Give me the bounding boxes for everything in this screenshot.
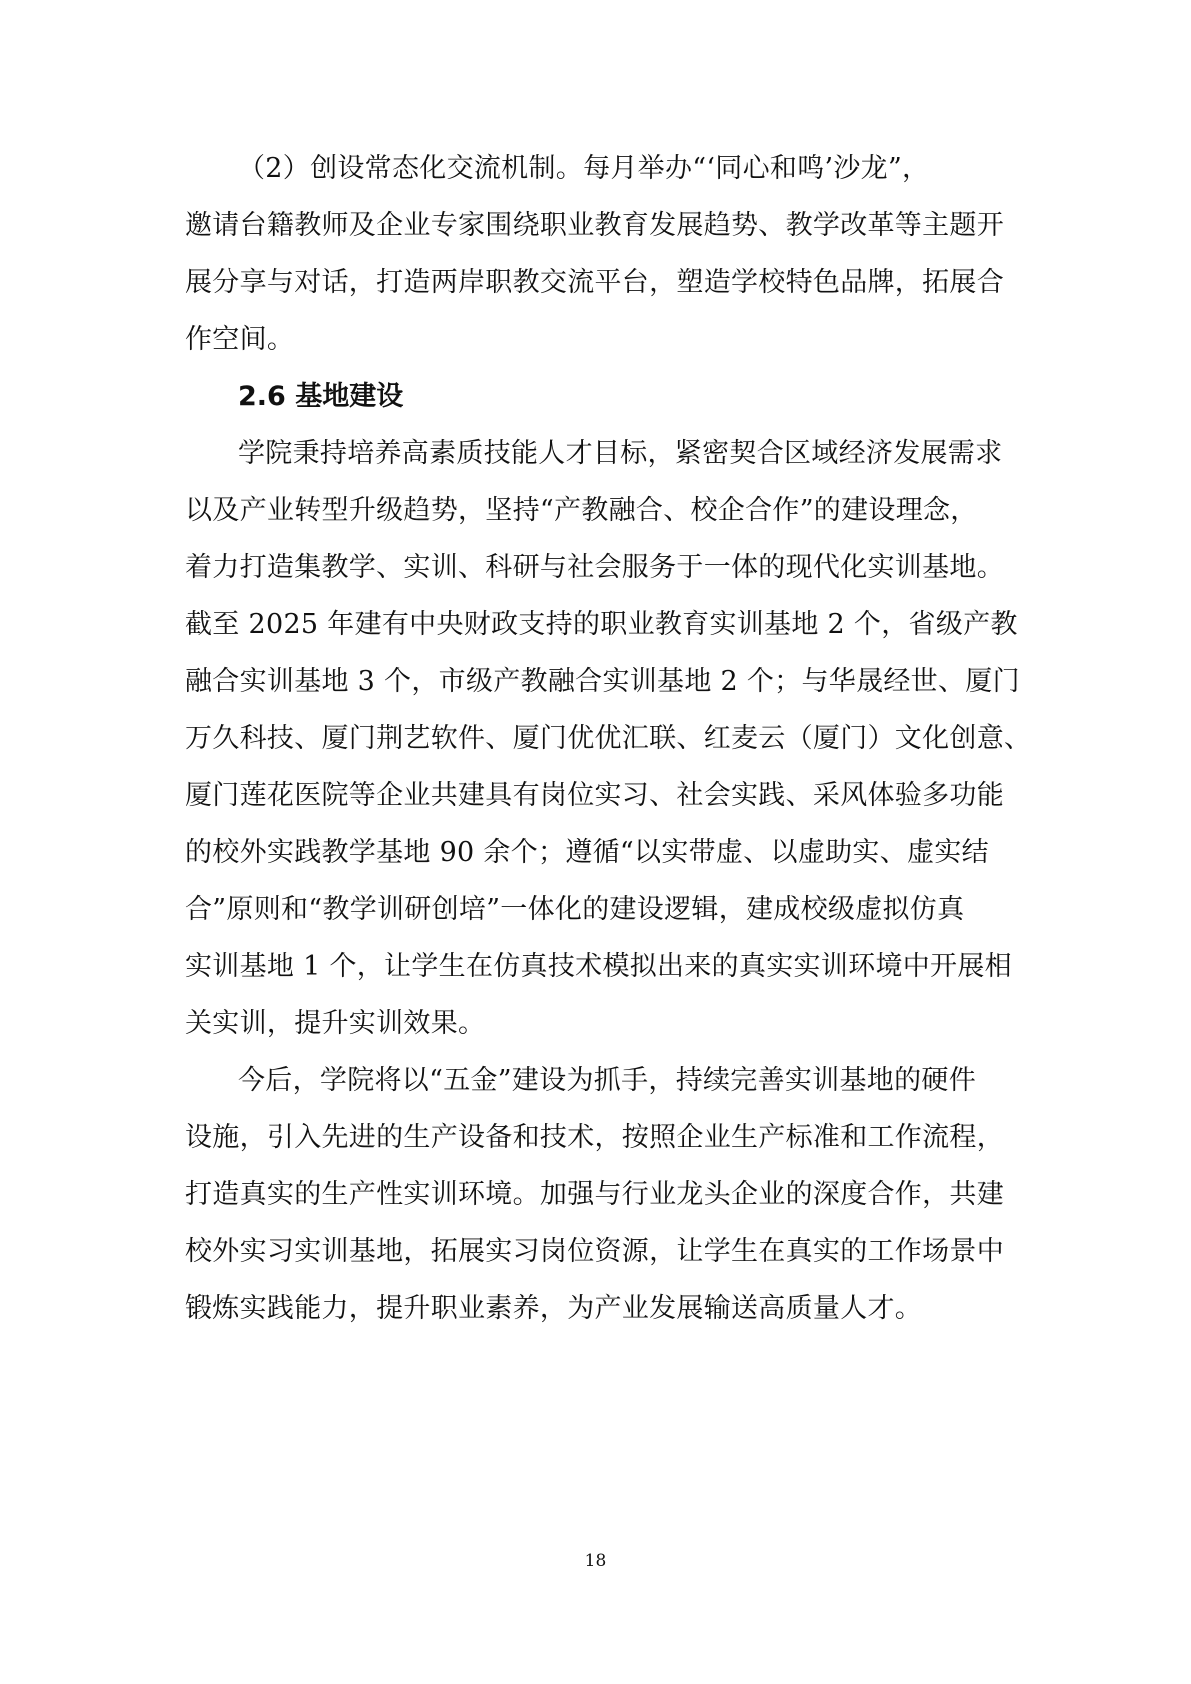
paragraph-line: 设施，引入先进的生产设备和技术，按照企业生产标准和工作流程， xyxy=(185,1122,1004,1153)
paragraph-line: （2）创设常态化交流机制。每月举办“‘同心和鸣’沙龙”， xyxy=(238,153,930,184)
paragraph-line: 校外实习实训基地，拓展实习岗位资源，让学生在真实的工作场景中 xyxy=(185,1236,1004,1267)
paragraph-line: 作空间。 xyxy=(185,324,295,355)
paragraph-line: 展分享与对话，打造两岸职教交流平台，塑造学校特色品牌，拓展合 xyxy=(185,267,1004,298)
paragraph-line: 万久科技、厦门荆艺软件、厦门优优汇联、红麦云（厦门）文化创意、 xyxy=(185,723,1032,754)
paragraph-line: 实训基地 1 个，让学生在仿真技术模拟出来的真实实训环境中开展相 xyxy=(185,951,1012,982)
paragraph-line: 厦门莲花医院等企业共建具有岗位实习、社会实践、采风体验多功能 xyxy=(185,780,1004,811)
paragraph-line: 融合实训基地 3 个，市级产教融合实训基地 2 个；与华晟经世、厦门 xyxy=(185,666,1020,697)
paragraph-line: 以及产业转型升级趋势，坚持“产教融合、校企合作”的建设理念， xyxy=(185,495,978,526)
paragraph-line: 的校外实践教学基地 90 余个；遵循“以实带虚、以虚助实、虚实结 xyxy=(185,837,989,868)
paragraph-line: 锻炼实践能力，提升职业素养，为产业发展输送高质量人才。 xyxy=(185,1293,923,1324)
paragraph-line: 合”原则和“教学训研创培”一体化的建设逻辑，建成校级虚拟仿真 xyxy=(185,894,965,925)
section-heading: 2.6 基地建设 xyxy=(238,381,404,412)
paragraph-line: 邀请台籍教师及企业专家围绕职业教育发展趋势、教学改革等主题开 xyxy=(185,210,1004,241)
paragraph-line: 截至 2025 年建有中央财政支持的职业教育实训基地 2 个，省级产教 xyxy=(185,609,1018,640)
page-number: 18 xyxy=(584,1551,607,1571)
paragraph-line: 今后，学院将以“五金”建设为抓手，持续完善实训基地的硬件 xyxy=(238,1065,977,1096)
paragraph-line: 打造真实的生产性实训环境。加强与行业龙头企业的深度合作，共建 xyxy=(185,1179,1004,1210)
paragraph-line: 着力打造集教学、实训、科研与社会服务于一体的现代化实训基地。 xyxy=(185,552,1004,583)
paragraph-line: 关实训，提升实训效果。 xyxy=(185,1008,486,1039)
paragraph-line: 学院秉持培养高素质技能人才目标，紧密契合区域经济发展需求 xyxy=(238,438,1003,469)
